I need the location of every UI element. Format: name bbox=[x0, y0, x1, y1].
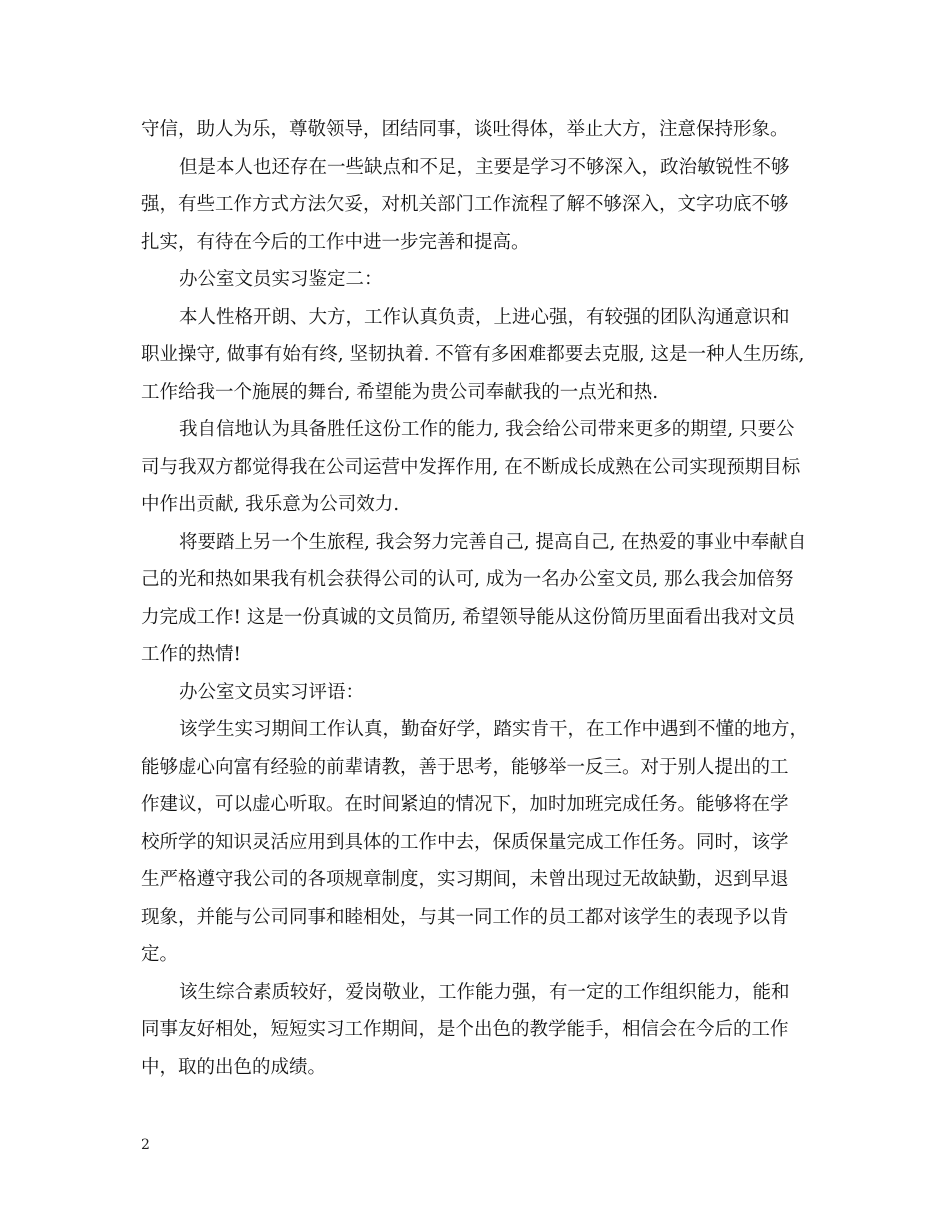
section-heading: 办公室文员实习评语： bbox=[179, 682, 365, 703]
text-line: 作建议，可以虚心听取。在时间紧迫的情况下，加时加班完成任务。能够将在学 bbox=[141, 794, 789, 815]
text-line: 但是本人也还存在一些缺点和不足，主要是学习不够深入，政治敏锐性不够 bbox=[179, 157, 790, 178]
text-line: 中，取的出色的成绩。 bbox=[141, 1057, 327, 1078]
text-line: 力完成工作! 这是一份真诚的文员简历, 希望领导能从这份简历里面看出我对文员 bbox=[141, 607, 796, 628]
text-line: 该学生实习期间工作认真，勤奋好学，踏实肯干，在工作中遇到不懂的地方， bbox=[179, 719, 809, 740]
text-line: 守信，助人为乐，尊敬领导，团结同事，谈吐得体，举止大方，注意保持形象。 bbox=[141, 119, 789, 140]
text-line: 该生综合素质较好，爱岗敬业，工作能力强，有一定的工作组织能力，能和 bbox=[179, 982, 790, 1003]
text-line: 同事友好相处，短短实习工作期间，是个出色的教学能手，相信会在今后的工作 bbox=[141, 1019, 789, 1040]
page-number: 2 bbox=[141, 1137, 150, 1153]
text-line: 能够虚心向富有经验的前辈请教，善于思考，能够举一反三。对于别人提出的工 bbox=[141, 757, 789, 778]
text-line: 定。 bbox=[141, 944, 179, 965]
text-line: 强，有些工作方式方法欠妥，对机关部门工作流程了解不够深入，文字功底不够 bbox=[141, 194, 789, 215]
text-line: 生严格遵守我公司的各项规章制度，实习期间，未曾出现过无故缺勤，迟到早退 bbox=[141, 869, 789, 890]
text-line: 工作的热情! bbox=[141, 644, 241, 665]
text-line: 我自信地认为具备胜任这份工作的能力, 我会给公司带来更多的期望, 只要公 bbox=[179, 419, 795, 440]
text-line: 扎实，有待在今后的工作中进一步完善和提高。 bbox=[141, 232, 530, 253]
text-line: 司与我双方都觉得我在公司运营中发挥作用, 在不断成长成熟在公司实现预期目标 bbox=[141, 457, 801, 478]
text-line: 本人性格开朗、大方，工作认真负责，上进心强，有较强的团队沟通意识和 bbox=[179, 307, 790, 328]
text-line: 中作出贡献, 我乐意为公司效力. bbox=[141, 494, 400, 515]
text-line: 职业操守, 做事有始有终, 坚韧执着. 不管有多困难都要去克服, 这是一种人生历练, bbox=[141, 344, 805, 365]
text-line: 校所学的知识灵活应用到具体的工作中去，保质保量完成工作任务。同时，该学 bbox=[141, 832, 789, 853]
section-heading: 办公室文员实习鉴定二： bbox=[179, 269, 383, 290]
text-line: 己的光和热如果我有机会获得公司的认可, 成为一名办公室文员, 那么我会加倍努 bbox=[141, 569, 794, 590]
text-line: 工作给我一个施展的舞台, 希望能为贵公司奉献我的一点光和热. bbox=[141, 382, 659, 403]
text-line: 将要踏上另一个生旅程, 我会努力完善自己, 提高自己, 在热爱的事业中奉献自 bbox=[179, 532, 807, 553]
text-line: 现象，并能与公司同事和睦相处，与其一同工作的员工都对该学生的表现予以肯 bbox=[141, 907, 789, 928]
